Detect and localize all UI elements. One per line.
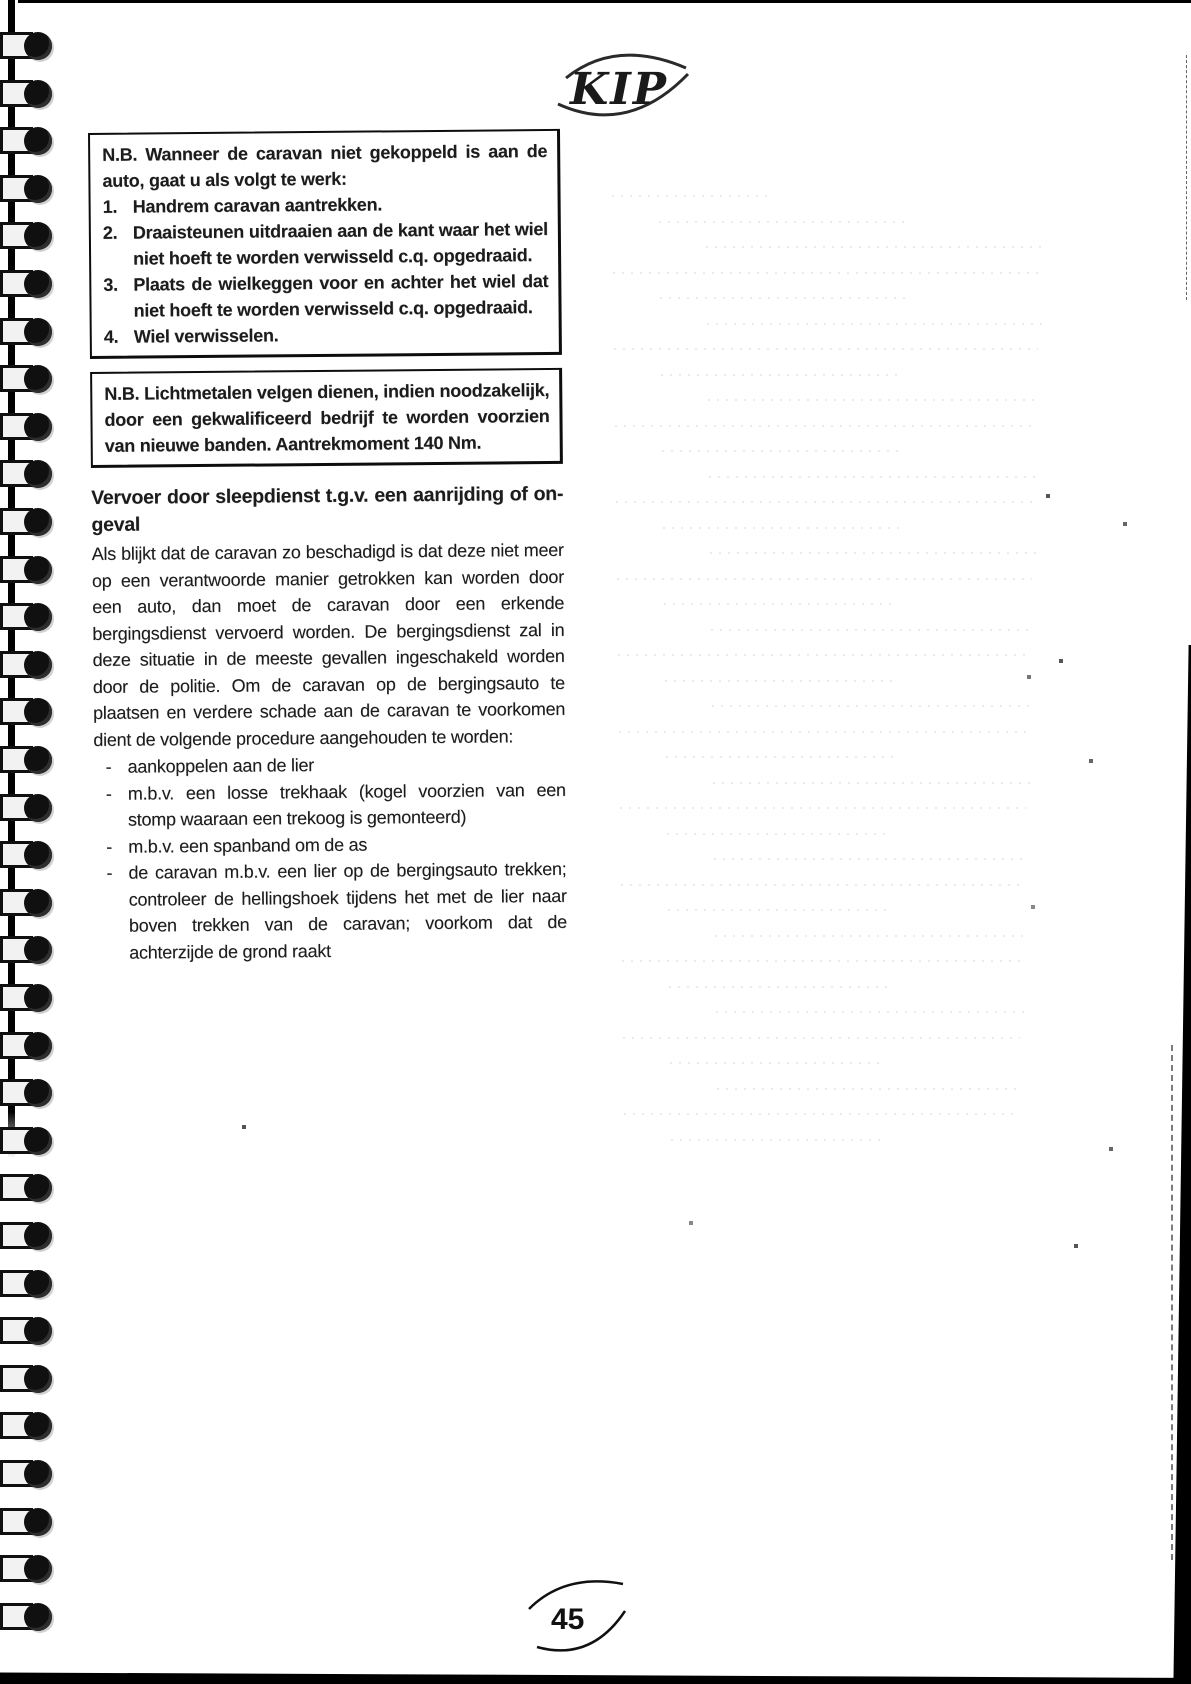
ghost-text-row xyxy=(618,654,1030,656)
binding-wire-icon xyxy=(24,651,52,679)
binding-wire-icon xyxy=(24,365,52,393)
binding-wire-icon xyxy=(24,889,52,917)
ghost-text-row xyxy=(613,272,1040,274)
ghost-text-row xyxy=(712,705,1032,707)
binding-wire-icon xyxy=(24,1079,52,1107)
binding-ring xyxy=(0,1506,56,1540)
page-number-badge xyxy=(503,1563,653,1663)
scan-edge-top xyxy=(0,0,1191,3)
binding-wire-icon xyxy=(24,270,52,298)
ghost-text-row xyxy=(717,1088,1022,1090)
ghost-text-row xyxy=(612,195,772,197)
binding-ring xyxy=(0,696,56,730)
binding-ring xyxy=(0,30,56,64)
binding-wire-icon xyxy=(24,413,52,441)
bullet-item xyxy=(93,750,565,781)
binding-ring xyxy=(0,1220,56,1254)
binding-wire-icon xyxy=(24,1317,52,1345)
item-text: Draaisteunen uitdraaien aan de kant waar het wiel niet hoeft te worden verwisseld c.q. opgedraaid. xyxy=(132,218,548,269)
binding-wire-icon xyxy=(24,127,52,155)
ghost-text-row xyxy=(667,833,892,835)
binding-ring xyxy=(0,363,56,397)
item-number: 3. xyxy=(103,274,118,295)
binding-wire-icon xyxy=(24,1555,52,1583)
binding-wire-icon xyxy=(24,80,52,108)
binding-ring xyxy=(0,1030,56,1064)
binding-ring xyxy=(0,887,56,921)
bullet-text: m.b.v. een losse trekhaak (kogel voorzien van een stomp waaraan een trekoog is gemonteerd) xyxy=(127,779,566,830)
bullet-text: aankoppelen aan de lier xyxy=(127,755,315,777)
binding-ring xyxy=(0,1268,56,1302)
ghost-text-row xyxy=(709,476,1038,478)
binding-ring xyxy=(0,554,56,588)
bullet-item xyxy=(94,829,566,860)
binding-wire-icon xyxy=(24,936,52,964)
bullet-list xyxy=(93,750,567,966)
ghost-text-row xyxy=(669,986,888,988)
ghost-text-row xyxy=(666,756,894,758)
binding-ring xyxy=(0,506,56,540)
ghost-text-row xyxy=(615,425,1036,427)
binding-wire-icon xyxy=(24,1412,52,1440)
ghost-text-row xyxy=(660,297,906,299)
binding-ring xyxy=(0,173,56,207)
binding-wire-icon xyxy=(24,841,52,869)
item-number: 4. xyxy=(103,326,119,347)
binding-ring xyxy=(0,982,56,1016)
binding-wire-icon xyxy=(24,318,52,346)
ghost-text-row xyxy=(620,807,1026,809)
ghost-text-row xyxy=(614,348,1038,350)
binding-wire-icon xyxy=(24,1174,52,1202)
binding-wire-icon xyxy=(24,222,52,250)
binding-ring xyxy=(0,744,56,778)
ghost-text-row xyxy=(710,552,1036,554)
binding-wire-icon xyxy=(24,698,52,726)
bullet-marker: - xyxy=(106,862,113,883)
scan-edge-bottom xyxy=(0,1668,1191,1684)
binding-ring xyxy=(0,649,56,683)
item-number: 1. xyxy=(102,196,118,217)
ghost-text-row xyxy=(668,909,890,911)
binding-ring xyxy=(0,1315,56,1349)
note-box-alloy-rims xyxy=(90,368,563,468)
ghost-text-row xyxy=(664,603,898,605)
bullet-text: m.b.v. een spanband om de as xyxy=(128,834,368,857)
binding-wire-icon xyxy=(24,460,52,488)
item-text: Wiel verwisselen. xyxy=(133,325,279,347)
logo-text: KIP xyxy=(570,64,668,115)
bullet-item xyxy=(94,776,566,833)
binding-wire-icon xyxy=(24,746,52,774)
binding-wire-icon xyxy=(24,175,52,203)
bullet-marker: - xyxy=(105,783,112,804)
page-badge-graphic xyxy=(503,1563,653,1663)
binding-wire-icon xyxy=(24,1270,52,1298)
binding-ring xyxy=(0,1125,56,1159)
ghost-text-row xyxy=(708,399,1040,401)
binding-wire-icon xyxy=(24,556,52,584)
ghost-text-row xyxy=(617,578,1032,580)
ghost-text-row xyxy=(622,960,1022,962)
ghost-text-row xyxy=(716,1011,1024,1013)
ghost-text-row xyxy=(662,450,902,452)
binding-ring xyxy=(0,1458,56,1492)
heading-line-1: Vervoer door sleepdienst t.g.v. een aanrijding of on- xyxy=(91,482,564,509)
ghost-text-row xyxy=(714,858,1028,860)
numbered-item xyxy=(104,320,549,350)
binding-wire-icon xyxy=(24,1365,52,1393)
ghost-text-row xyxy=(671,1139,884,1141)
binding-ring xyxy=(0,1553,56,1587)
binding-wire-icon xyxy=(24,1032,52,1060)
content-column xyxy=(88,129,567,966)
numbered-item xyxy=(103,268,548,324)
binding-ring xyxy=(0,601,56,635)
kip-logo xyxy=(528,44,708,124)
note-box-wheel-change xyxy=(88,129,562,359)
numbered-item xyxy=(103,216,548,272)
ghost-text-row xyxy=(621,884,1024,886)
ghost-text-row xyxy=(670,1062,886,1064)
spiral-binding xyxy=(0,0,60,1684)
ghost-text-row xyxy=(659,221,908,223)
note-text: N.B. Lichtmetalen velgen dienen, indien noodzakelijk, door een gekwalificeerd bedrijf te worden voorzien van nieuwe banden. Aantrekmoment 140 Nm. xyxy=(104,379,550,456)
note-intro: N.B. Wanneer de caravan niet gekoppeld is aan de auto, gaat u als volgt te werk: xyxy=(102,140,548,191)
page-number: 45 xyxy=(551,1603,585,1636)
binding-wire-icon xyxy=(24,984,52,1012)
binding-wire-icon xyxy=(24,794,52,822)
binding-ring xyxy=(0,268,56,302)
binding-wire-icon xyxy=(24,1127,52,1155)
item-number: 2. xyxy=(102,222,118,243)
binding-wire-icon xyxy=(24,1508,52,1536)
binding-ring xyxy=(0,411,56,445)
scan-edge-right xyxy=(1171,645,1191,1684)
binding-ring xyxy=(0,1410,56,1444)
section-paragraph: Als blijkt dat de caravan zo beschadigd is dat deze niet meer op een verantwoorde manier getrokken kan worden door een auto, dan moet de caravan door een erkende bergingsdienst vervoerd worden. De bergingsdienst zal in deze situatie in de meeste gevallen ingeschakeld worden door de politie. Om de caravan op de bergingsauto te plaatsen en verdere schade aan de caravan te voorkomen dient de volgende procedure aangehouden te worden: xyxy=(91,539,566,750)
binding-ring xyxy=(0,1172,56,1206)
scan-dash-right xyxy=(1171,1045,1173,1560)
numbered-item xyxy=(103,190,548,220)
binding-ring xyxy=(0,220,56,254)
binding-ring xyxy=(0,316,56,350)
binding-ring xyxy=(0,1077,56,1111)
binding-ring xyxy=(0,78,56,112)
ghost-text-row xyxy=(661,374,904,376)
bullet-marker: - xyxy=(105,756,112,777)
ghost-text-row xyxy=(706,246,1044,248)
binding-ring xyxy=(0,792,56,826)
bullet-text: de caravan m.b.v. een lier op de bergingsauto trekken; controleer de hellingshoek tijdens het met de lier naar boven trekken van de caravan; voorkom dat de achterzijde de grond raakt xyxy=(128,858,567,963)
ghost-text-row xyxy=(707,323,1042,325)
binding-ring xyxy=(0,934,56,968)
ghost-text-row xyxy=(619,731,1028,733)
binding-wire-icon xyxy=(24,1460,52,1488)
ghost-text-row xyxy=(623,1037,1020,1039)
ghost-text-row xyxy=(616,501,1034,503)
binding-wire-icon xyxy=(24,1222,52,1250)
binding-ring xyxy=(0,125,56,159)
section-heading xyxy=(91,481,563,539)
ghost-text-row xyxy=(711,629,1034,631)
ghost-text-row xyxy=(665,680,896,682)
binding-ring xyxy=(0,1601,56,1635)
binding-wire-icon xyxy=(24,603,52,631)
item-text: Handrem caravan aantrekken. xyxy=(132,194,383,217)
ghost-text-row xyxy=(713,782,1030,784)
binding-ring xyxy=(0,458,56,492)
binding-ring xyxy=(0,1363,56,1397)
binding-ring xyxy=(0,839,56,873)
ghost-text-row xyxy=(663,527,900,529)
item-text: Plaats de wielkeggen voor en achter het wiel dat niet hoeft te worden verwisseld c.q. opgedraaid. xyxy=(133,270,549,321)
binding-wire-icon xyxy=(24,32,52,60)
binding-wire-icon xyxy=(24,1603,52,1631)
ghost-text-row xyxy=(715,935,1026,937)
bullet-marker: - xyxy=(106,836,113,857)
bullet-item xyxy=(94,856,567,966)
kip-logo-graphic xyxy=(528,44,708,124)
binding-wire-icon xyxy=(24,508,52,536)
scan-dash-top-right xyxy=(1186,55,1187,300)
ghost-text-row xyxy=(624,1113,1018,1115)
heading-line-2: geval xyxy=(91,513,141,536)
